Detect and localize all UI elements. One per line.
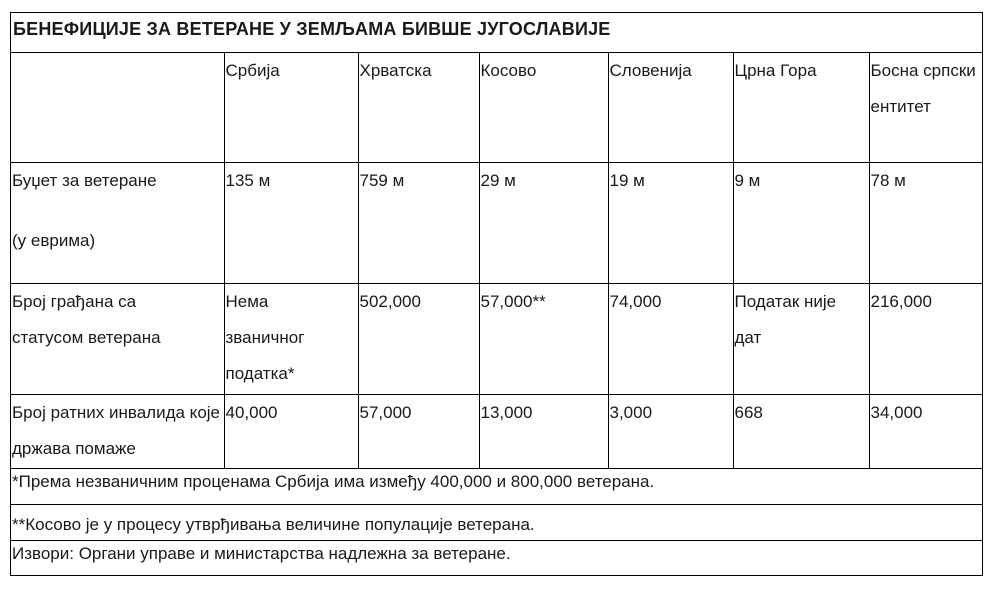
footnote-kosovo: **Косово је у процесу утврђивања величине популације ветерана. <box>11 505 982 541</box>
header-croatia: Хрватска <box>358 53 479 162</box>
table-row <box>11 283 982 394</box>
row-label-budget-line2: (у еврима) <box>12 230 96 250</box>
table-row <box>11 162 982 283</box>
header-serbia: Србија <box>224 53 358 162</box>
cell-invalids-serbia: 40,000 <box>224 394 358 468</box>
cell-status-serbia: Нема званичног податка* <box>224 283 358 394</box>
header-bosnia-rs: Босна српски ентитет <box>869 53 982 162</box>
header-empty <box>11 53 224 162</box>
cell-status-kosovo: 57,000** <box>479 283 608 394</box>
veterans-benefits-table <box>10 12 983 576</box>
cell-status-croatia: 502,000 <box>358 283 479 394</box>
header-kosovo: Косово <box>479 53 608 162</box>
cell-budget-kosovo: 29 м <box>479 162 608 283</box>
cell-budget-slovenia: 19 м <box>608 162 733 283</box>
cell-budget-montenegro: 9 м <box>733 162 869 283</box>
cell-invalids-bosnia-rs: 34,000 <box>869 394 982 468</box>
cell-budget-bosnia-rs: 78 м <box>869 162 982 283</box>
cell-invalids-croatia: 57,000 <box>358 394 479 468</box>
table-title: БЕНЕФИЦИЈЕ ЗА ВЕТЕРАНЕ У ЗЕМЉАМА БИВШЕ ЈУГОСЛАВИЈЕ <box>11 13 982 53</box>
header-slovenia: Словенија <box>608 53 733 162</box>
table-row <box>11 394 982 468</box>
data-grid <box>11 53 982 469</box>
sources-note: Извори: Органи управе и министарства надлежна за ветеране. <box>12 544 511 563</box>
cell-invalids-montenegro: 668 <box>733 394 869 468</box>
cell-budget-serbia: 135 м <box>224 162 358 283</box>
cell-status-slovenia: 74,000 <box>608 283 733 394</box>
cell-invalids-kosovo: 13,000 <box>479 394 608 468</box>
row-label-budget <box>11 162 224 283</box>
row-label-war-invalids: Број ратних инвалида које држава помаже <box>11 394 224 468</box>
row-label-budget-line1: Буџет за ветеране <box>12 170 157 190</box>
footnote-serbia: *Према незваничним проценама Србија има између 400,000 и 800,000 ветерана. <box>11 468 982 505</box>
footnotes <box>11 468 982 575</box>
cell-budget-croatia: 759 м <box>358 162 479 283</box>
header-row <box>11 53 982 162</box>
cell-status-montenegro: Податак није дат <box>733 283 869 394</box>
header-montenegro: Црна Гора <box>733 53 869 162</box>
cell-status-bosnia-rs: 216,000 <box>869 283 982 394</box>
row-label-veteran-status: Број грађана са статусом ветерана <box>11 283 224 394</box>
cell-invalids-slovenia: 3,000 <box>608 394 733 468</box>
